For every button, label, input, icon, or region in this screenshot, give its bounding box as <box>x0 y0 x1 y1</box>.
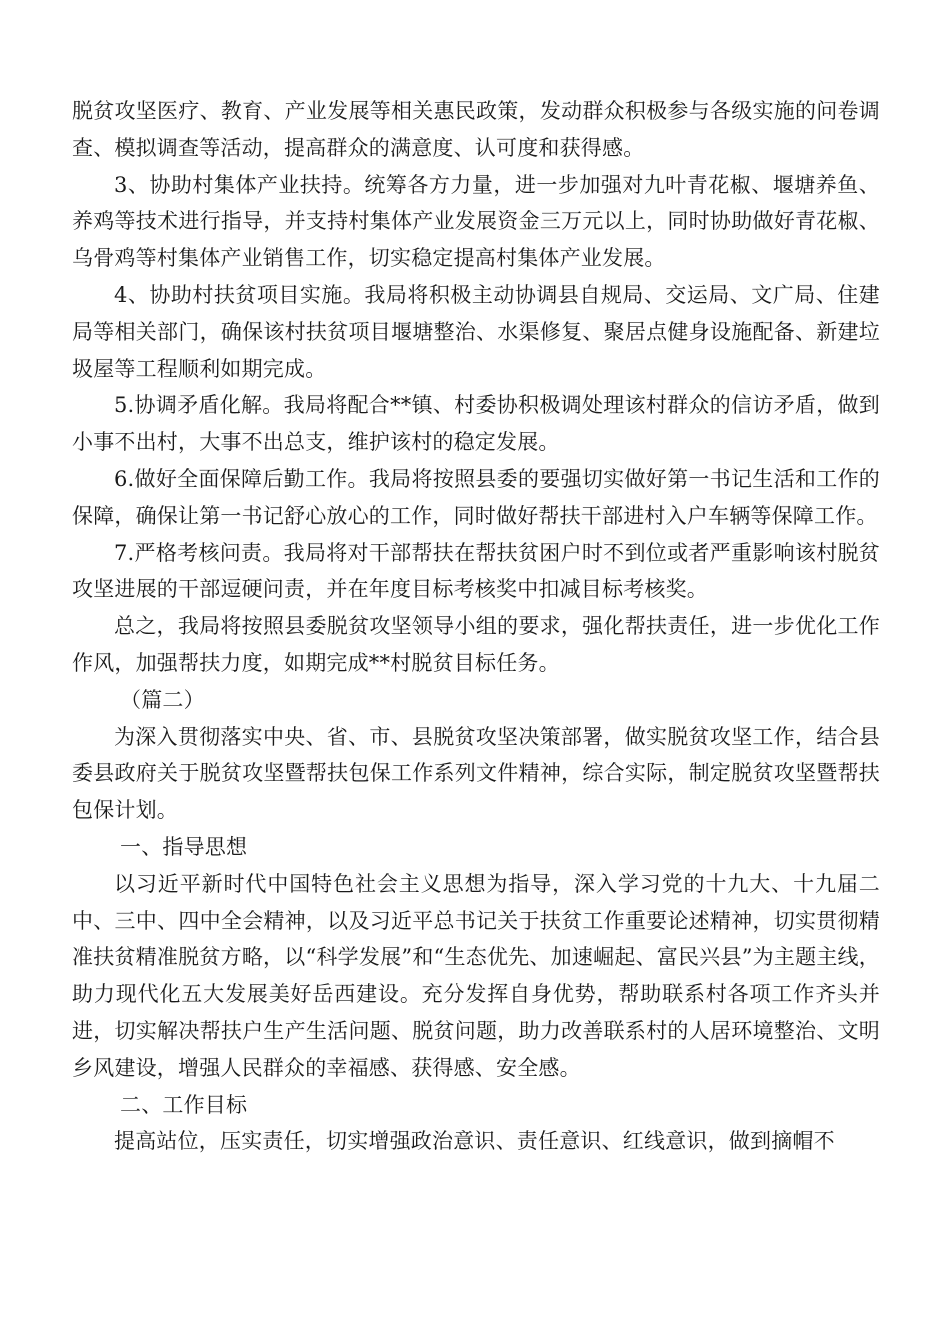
paragraph-item-3: 3、协助村集体产业扶持。统筹各方力量，进一步加强对九叶青花椒、堰塘养鱼、养鸡等技术进行指导，并支持村集体产业发展资金三万元以上，同时协助做好青花椒、乌骨鸡等村集体产业销售工作，切实稳定提高村集体产业发展。 <box>72 172 880 271</box>
section-title-part-two: （篇二） <box>120 687 205 712</box>
paragraph-work-goals: 提高站位，压实责任，切实增强政治意识、责任意识、红线意识，做到摘帽不 <box>114 1129 835 1154</box>
paragraph-item-5: 5.协调矛盾化解。我局将配合**镇、村委协积极调处理该村群众的信访矛盾，做到小事不出村，大事不出总支，维护该村的稳定发展。 <box>72 393 880 455</box>
document-page <box>72 93 880 1160</box>
paragraph-intro: 为深入贯彻落实中央、省、市、县脱贫攻坚决策部署，做实脱贫攻坚工作，结合县委县政府关于脱贫攻坚暨帮扶包保工作系列文件精神，综合实际，制定脱贫攻坚暨帮扶包保计划。 <box>72 724 880 823</box>
heading-guiding-thought: 一、指导思想 <box>120 834 248 859</box>
paragraph-item-7: 7.严格考核问责。我局将对干部帮扶在帮扶贫困户时不到位或者严重影响该村脱贫攻坚进展的干部逗硬问责，并在年度目标考核奖中扣减目标考核奖。 <box>72 540 880 602</box>
heading-work-goals: 二、工作目标 <box>120 1092 248 1117</box>
paragraph-summary: 总之，我局将按照县委脱贫攻坚领导小组的要求，强化帮扶责任，进一步优化工作作风，加强帮扶力度，如期完成**村脱贫目标任务。 <box>72 614 880 675</box>
paragraph-item-6: 6.做好全面保障后勤工作。我局将按照县委的要强切实做好第一书记生活和工作的保障，确保让第一书记舒心放心的工作，同时做好帮扶干部进村入户车辆等保障工作。 <box>72 466 880 528</box>
paragraph-item-4: 4、协助村扶贫项目实施。我局将积极主动协调县自规局、交运局、文广局、住建局等相关部门，确保该村扶贫项目堰塘整治、水渠修复、聚居点健身设施配备、新建垃圾屋等工程顺利如期完成。 <box>72 282 880 381</box>
paragraph-continuation: 脱贫攻坚医疗、教育、产业发展等相关惠民政策，发动群众积极参与各级实施的问卷调查、模拟调查等活动，提高群众的满意度、认可度和获得感。 <box>72 99 880 160</box>
paragraph-guiding-thought: 以习近平新时代中国特色社会主义思想为指导，深入学习党的十九大、十九届二中、三中、四中全会精神，以及习近平总书记关于扶贫工作重要论述精神，切实贯彻精准扶贫精准脱贫方略，以“科学发展”和“生态优先、加速崛起、富民兴县”为主题主线，助力现代化五大发展美好岳西建设。充分发挥自身优势，帮助联系村各项工作齐头并进，切实解决帮扶户生产生活问题、脱贫问题，助力改善联系村的人居环境整治、文明乡风建设，增强人民群众的幸福感、获得感、安全感。 <box>72 871 880 1080</box>
